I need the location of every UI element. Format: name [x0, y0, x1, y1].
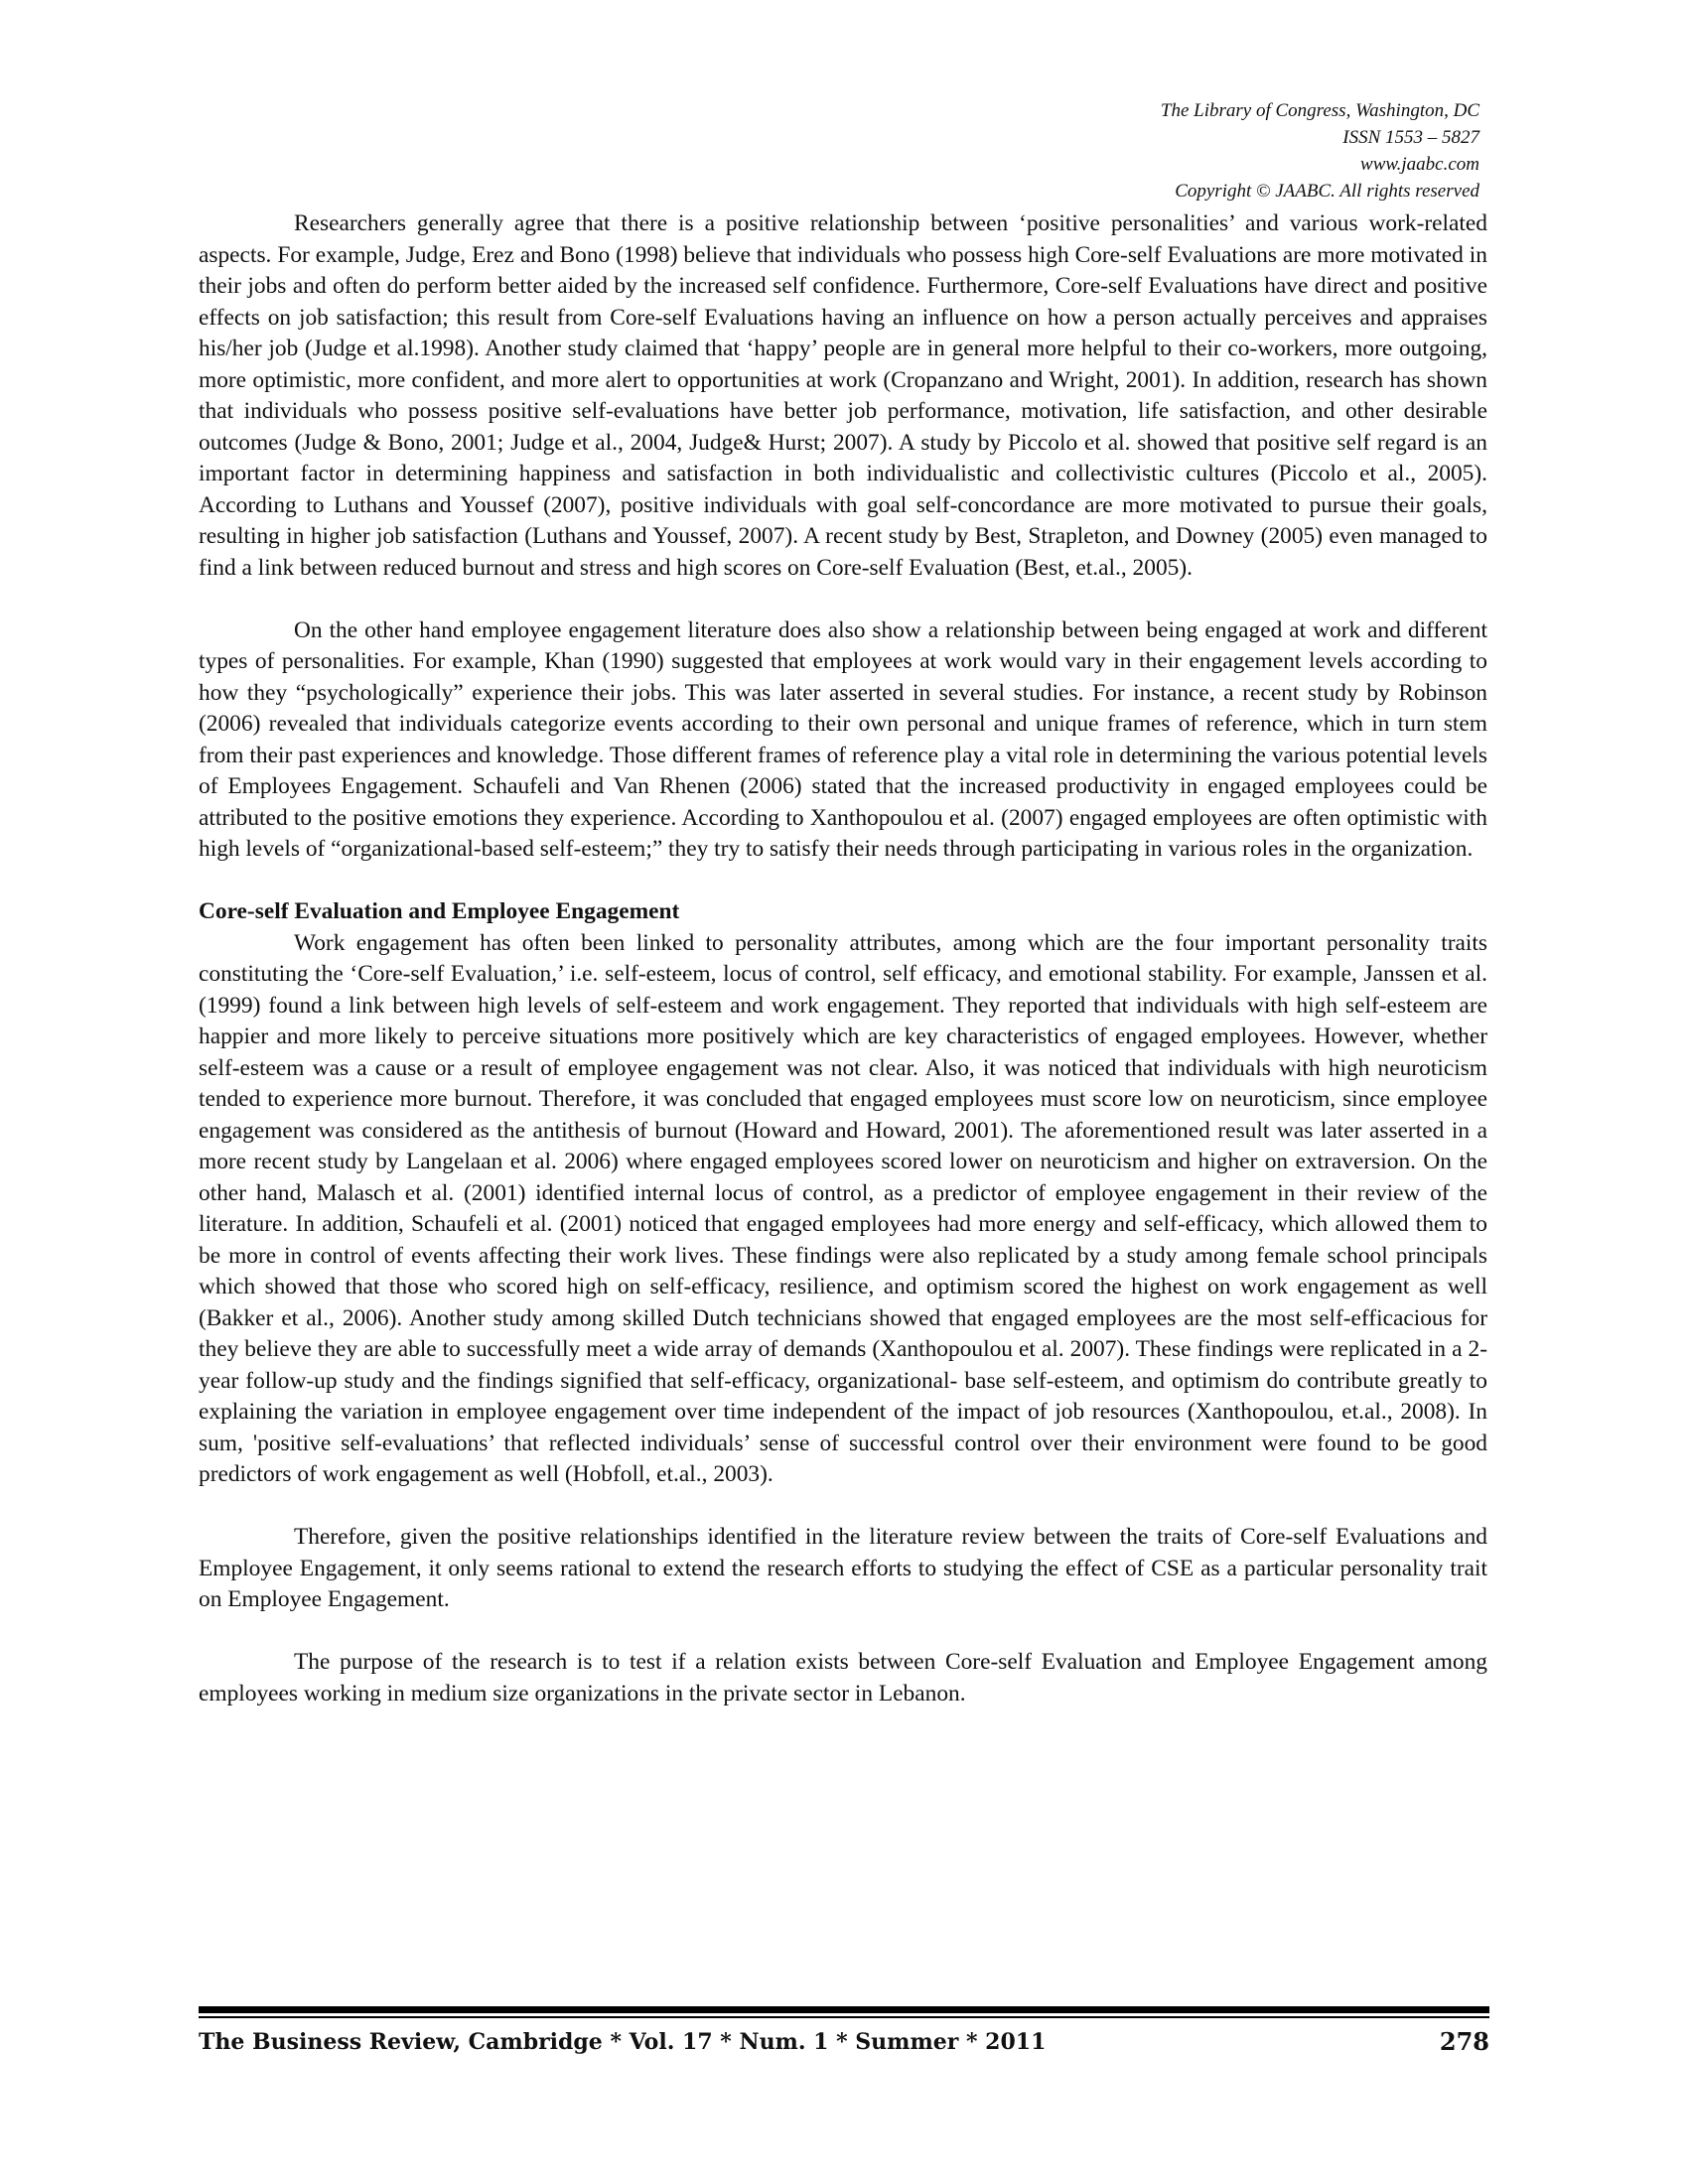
page-header — [784, 97, 1479, 205]
header-issn: ISSN 1553 – 5827 — [1342, 127, 1479, 148]
footer-divider — [199, 2016, 1489, 2018]
body-paragraph: Researchers generally agree that there is a positive relationship between ‘positive personalities’ and various work-related aspects. For example, Judge, Erez and Bono (1998) believe that individuals who possess high Core-self Evaluations are more motivated in their jobs and often do perform better aided by the increased self confidence. Furthermore, Core-self Evaluations have direct and positive effects on job satisfaction; this result from Core-self Evaluations having an influence on how a person actually perceives and appraises his/her job (Judge et al.1998). Another study claimed that ‘happy’ people are in general more helpful to their co-workers, more outgoing, more optimistic, more confident, and more alert to opportunities at work (Cropanzano and Wright, 2001). In addition, research has shown that individuals who possess positive self-evaluations have better job performance, motivation, life satisfaction, and other desirable outcomes (Judge & Bono, 2001; Judge et al., 2004, Judge& Hurst; 2007). A study by Piccolo et al. showed that positive self regard is an important factor in determining happiness and satisfaction in both individualistic and collectivistic cultures (Piccolo et al., 2005). According to Luthans and Youssef (2007), positive individuals with goal self-concordance are more motivated to pursue their goals, resulting in higher job satisfaction (Luthans and Youssef, 2007). A recent study by Best, Strapleton, and Downey (2005) even managed to find a link between reduced burnout and stress and high scores on Core-self Evaluation (Best, et.al., 2005). — [199, 210, 1487, 581]
page-footer — [199, 2027, 1489, 2057]
header-copyright: Copyright © JAABC. All rights reserved — [1175, 181, 1479, 202]
footer-divider — [199, 2006, 1489, 2013]
body-paragraph: Work engagement has often been linked to personality attributes, among which are the four important personality traits constituting the ‘Core-self Evaluation,’ i.e. self-esteem, locus of control, self efficacy, and emotional stability. For example, Janssen et al. (1999) found a link between high levels of self-esteem and work engagement. They reported that individuals with high self-esteem are happier and more likely to perceive situations more positively which are key characteristics of engaged employees. However, whether self-esteem was a cause or a result of employee engagement was not clear. Also, it was noticed that individuals with high neuroticism tended to experience more burnout. Therefore, it was concluded that engaged employees must score low on neuroticism, since employee engagement was considered as the antithesis of burnout (Howard and Howard, 2001). The aforementioned result was later asserted in a more recent study by Langelaan et al. 2006) where engaged employees scored lower on neuroticism and higher on extraversion. On the other hand, Malasch et al. (2001) identified internal locus of control, as a predictor of employee engagement in their review of the literature. In addition, Schaufeli et al. (2001) noticed that engaged employees had more energy and self-efficacy, which allowed them to be more in control of events affecting their work lives. These findings were also replicated by a study among female school principals which showed that those who scored high on self-efficacy, resilience, and optimism scored the highest on work engagement as well (Bakker et al., 2006). Another study among skilled Dutch technicians showed that engaged employees are the most self-efficacious for they believe they are able to successfully meet a wide array of demands (Xanthopoulou et al. 2007). These findings were replicated in a 2-year follow-up study and the findings signified that self-efficacy, organizational- base self-esteem, and optimism do contribute greatly to explaining the variation in employee engagement over time independent of the impact of job resources (Xanthopoulou, et.al., 2008). In sum, 'positive self-evaluations’ that reflected individuals’ sense of successful control over their environment were found to be good predictors of work engagement as well (Hobfoll, et.al., 2003). — [199, 929, 1487, 1487]
section-heading: Core-self Evaluation and Employee Engagement — [199, 898, 680, 924]
body-paragraph: On the other hand employee engagement literature does also show a relationship between being engaged at work and different types of personalities. For example, Khan (1990) suggested that employees at work would vary in their engagement levels according to how they “psychologically” experience their jobs. This was later asserted in several studies. For instance, a recent study by Robinson (2006) revealed that individuals categorize events according to their own personal and unique frames of reference, which in turn stem from their past experiences and knowledge. Those different frames of reference play a vital role in determining the various potential levels of Employees Engagement. Schaufeli and Van Rhenen (2006) stated that the increased productivity in engaged employees could be attributed to the positive emotions they experience. According to Xanthopoulou et al. (2007) engaged employees are often optimistic with high levels of “organizational-based self-esteem;” they try to satisfy their needs through participating in various roles in the organization. — [199, 616, 1487, 862]
page-number: 278 — [1439, 2027, 1489, 2056]
article-body — [199, 208, 1487, 1709]
header-publisher: The Library of Congress, Washington, DC — [1160, 100, 1479, 121]
footer-journal-citation: The Business Review, Cambridge * Vol. 17 * Num. 1 * Summer * 2011 — [199, 2029, 1047, 2055]
body-paragraph: Therefore, given the positive relationships identified in the literature review between the traits of Core-self Evaluations and Employee Engagement, it only seems rational to extend the research efforts to studying the effect of CSE as a particular personality trait on Employee Engagement. — [199, 1524, 1487, 1612]
header-website: www.jaabc.com — [1360, 154, 1479, 175]
body-paragraph: The purpose of the research is to test if a relation exists between Core-self Evaluation and Employee Engagement among employees working in medium size organizations in the private sector in Lebanon. — [199, 1649, 1487, 1706]
